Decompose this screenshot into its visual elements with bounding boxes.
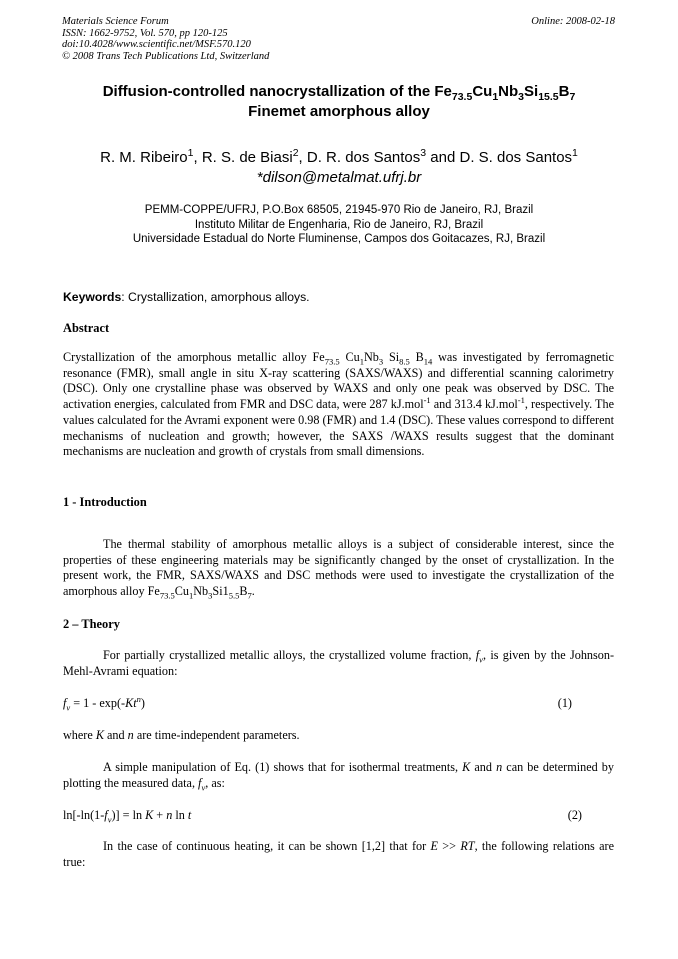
title-line-2: Finemet amorphous alloy: [248, 103, 430, 120]
running-header: [62, 16, 269, 62]
keywords-label: Keywords: [63, 290, 122, 304]
abstract-heading: Abstract: [63, 321, 110, 335]
online-date: Online: 2008-02-18: [531, 16, 615, 27]
intro-heading: 1 - Introduction: [63, 495, 147, 509]
theory-heading: 2 – Theory: [63, 617, 120, 631]
affiliation-1: PEMM-COPPE/UFRJ, P.O.Box 68505, 21945-970 Rio de Janeiro, RJ, Brazil: [144, 204, 534, 216]
theory-para-4: In the case of continuous heating, it can be shown [1,2] that for E >> RT, the following relations are true:: [63, 839, 614, 869]
equation-2-number: (2): [567, 808, 582, 822]
equation-1: $f_v = 1 - \exp(-Kt^n)$ (1): [63, 693, 572, 713]
affiliations: [60, 203, 618, 247]
doi-line: doi:10.4028/www.scientific.net/MSF.570.120: [62, 39, 251, 51]
affiliation-2: Instituto Militar de Engenharia, Rio de Janeiro, RJ, Brazil: [194, 218, 484, 231]
issn-line: ISSN: 1662-9752, Vol. 570, pp 120-125: [62, 27, 228, 39]
keywords: [63, 290, 310, 304]
authors-line: R. M. Ribeiro$^1$, R. S. de Biasi$^2$, D. R. dos Santos$^3$ and D. S. dos Santos$^1$: [100, 147, 578, 166]
equation-2: $\ln[-\ln(1-f_v)] = \ln K + n$ ln t (2): [63, 808, 582, 825]
affiliation-3: Universidade Estadual do Norte Fluminense, Campos dos Goitacazes, RJ, Brazil: [132, 233, 546, 245]
intro-body: The thermal stability of amorphous metallic alloys is a subject of considerable interest, since the properties of these engineering materials may be significantly changed by the onset of crystallization. In the present work, the FMR, SAXS/WAXS and DSC methods were used to investigate the crystallization of the amorphous alloy $Fe_{73.5}Cu_1Nb_3Si1_{5.5}B_7$.: [63, 537, 614, 601]
copyright-line: © 2008 Trans Tech Publications Ltd, Switzerland: [62, 50, 270, 62]
title-line-1: Diffusion-controlled nanocrystallization of the $Fe_{73.5}Cu_1Nb_3Si_{15.5}B_7$: [102, 83, 576, 103]
paper-title: [60, 82, 618, 122]
theory-para-3: A simple manipulation of Eq. (1) shows that for isothermal treatments, K and n can be determined by plotting the measured data, $f_v$, as:: [63, 760, 614, 793]
journal-name: Materials Science Forum: [62, 16, 169, 27]
keywords-text: : Crystallization, amorphous alloys.: [121, 290, 310, 304]
abstract-body: Crystallization of the amorphous metallic alloy $Fe_{73.5}$ $Cu_1Nb_3$ $Si_{8.5}$ $B_{14}$ was investigated by ferromagnetic resonance (FMR), small angle in situ X-ray scattering (SAXS/WAXS) and differential scanning calorimetry (DSC). Only one crystalline phase was observed by WAXS and only one peak was observed by DSC. The activation energies, calculated from FMR and DSC data, were 287 kJ.mol$^{-1}$ and 313.4 kJ.mol$^{-1}$, respectively. The values calculated for the Avrami exponent were 0.98 (FMR) and 1.4 (DSC). These values correspond to different mechanisms of nucleation and growth; however, the SAXS /WAXS results suggest that the dominant mechanisms are nucleation and growth of crystals from small dimensions.: [63, 350, 614, 459]
author-list: [60, 148, 618, 188]
corresponding-email[interactable]: *dilson@metalmat.ufrj.br: [256, 169, 422, 186]
theory-para-2: where K and n are time-independent parameters.: [63, 728, 300, 742]
theory-para-1: For partially crystallized metallic alloys, the crystallized volume fraction, $f_v$, is given by the Johnson-Mehl-Avrami equation:: [63, 648, 615, 678]
equation-1-number: (1): [557, 696, 572, 710]
